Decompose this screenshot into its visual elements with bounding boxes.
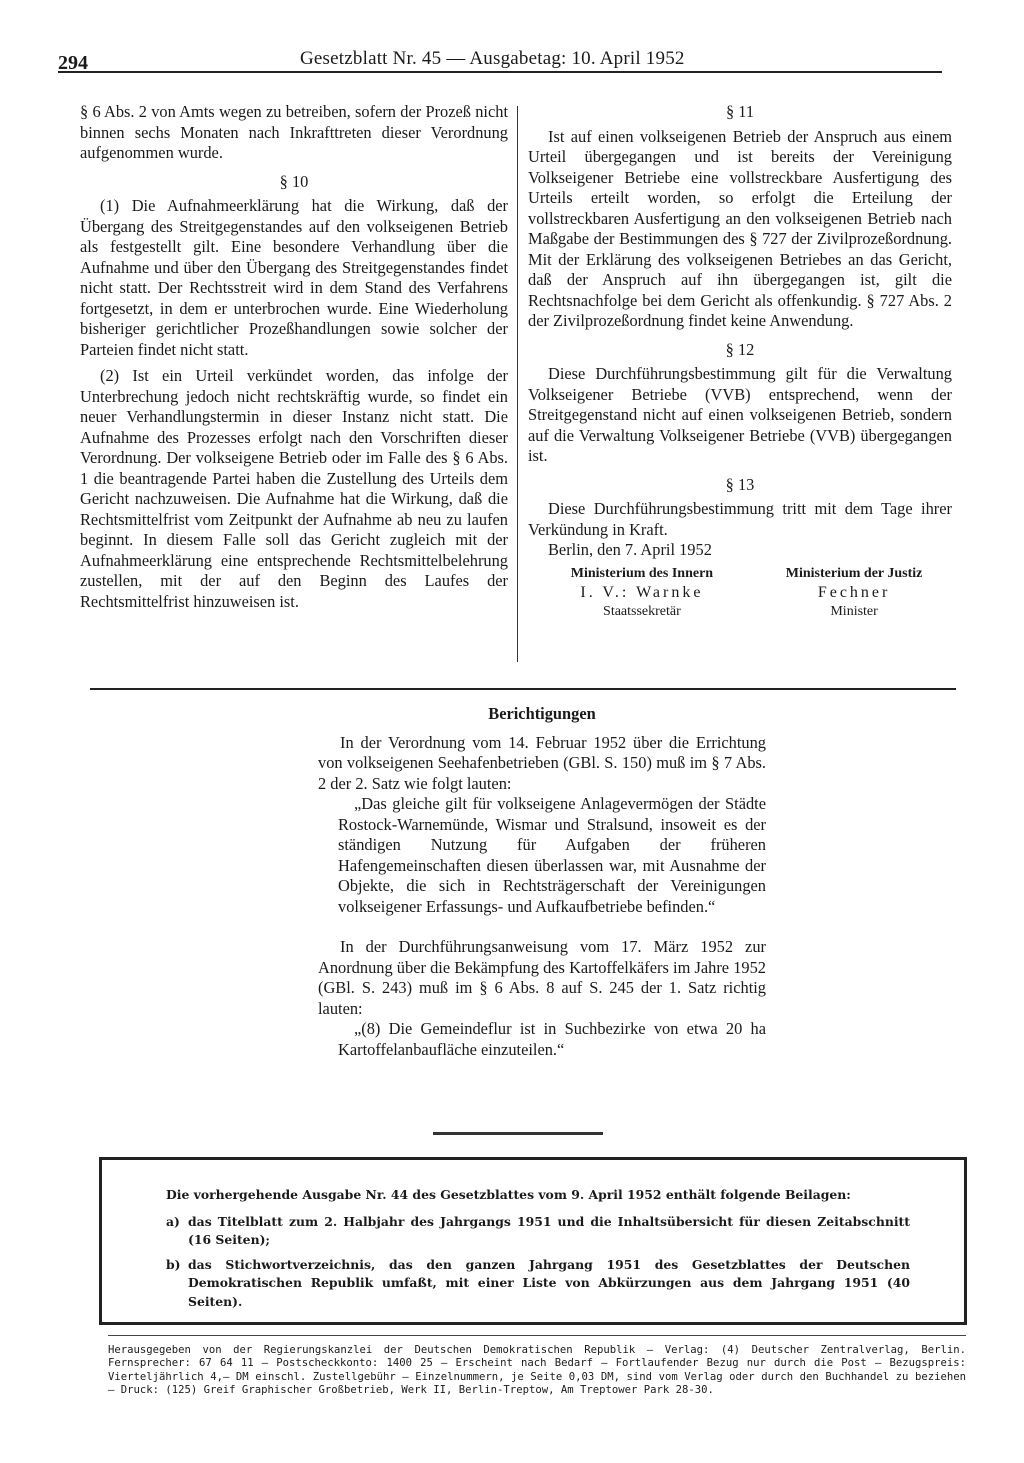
date-line: Berlin, den 7. April 1952 <box>548 540 712 559</box>
section-13-heading: § 13 <box>725 474 755 494</box>
correction-1-quote-block <box>318 794 766 917</box>
corrections-heading: Berichtigungen <box>488 704 596 723</box>
signature-ministry: Ministerium des Innern <box>570 565 714 581</box>
signature-name: I. V.: Warnke <box>580 583 704 601</box>
signature-justice <box>756 565 952 621</box>
section-11-heading: § 11 <box>725 102 755 121</box>
correction-1-intro: In der Verordnung vom 14. Februar 1952 über die Errichtung von volkseigenen Seehafenbetrieben (GBl. S. 150) muß im § 7 Abs. 2 der 2. Satz wie folgt lauten: <box>318 732 766 793</box>
continuation-paragraph: § 6 Abs. 2 von Amts wegen zu betreiben, sofern der Prozeß nicht binnen sechs Monaten nach Inkrafttreten dieser Verordnung aufgenommen wurde. <box>80 102 508 162</box>
notice-item <box>166 1213 910 1250</box>
signature-block <box>528 565 952 621</box>
section-12-text: Diese Durchführungsbestimmung gilt für die Verwaltung Volkseigener Betriebe (VVB) entsprechend, wenn der Streitgegenstand nicht auf einen volkseigenen Betrieb, sondern auf die Verwaltung Volkseigener Betriebe (VVB) übergegangen ist. <box>528 364 952 465</box>
left-column <box>80 102 508 612</box>
section-13-text: Diese Durchführungsbestimmung tritt mit dem Tage ihrer Verkündung in Kraft. <box>528 499 952 539</box>
correction-2-quote: „(8) Die Gemeindeflur ist in Suchbezirke von etwa 20 ha Kartoffelanbaufläche einzuteilen.“ <box>338 1019 766 1059</box>
corrections-end-rule <box>433 1132 603 1135</box>
signature-rank: Staatssekretär <box>603 603 681 619</box>
page-title: Gesetzblatt Nr. 45 — Ausgabetag: 10. April 1952 <box>300 48 685 69</box>
section-10-paragraph-2: (2) Ist ein Urteil verkündet worden, das infolge der Unterbrechung jedoch nicht rechtskräftig wurde, so findet ein neuer Verhandlungstermin in dieser Instanz nicht statt. Die Aufnahme des Prozesses erfolgt nach den Vorschriften dieser Verordnung. Der volkseigene Betrieb oder im Falle des § 6 Abs. 1 die beantragende Partei haben die Zustellung des Urteils dem Gericht nachzuweisen. Die Aufnahme hat die Wirkung, daß die Rechtsmittelfrist vom Zeitpunkt der Aufnahme ab neu zu laufen beginnt. In diesem Falle soll das Gericht zugleich mit der Aufnahmeerklärung eine entsprechende Rechtsmittelbelehrung zustellen, mit der auf den Beginn des Laufes der Rechtsmittelfrist hinzuweisen ist. <box>80 366 508 611</box>
section-10-heading: § 10 <box>279 171 309 191</box>
signature-rank: Minister <box>830 603 878 619</box>
imprint: Herausgegeben von der Regierungskanzlei der Deutschen Demokratischen Republik — Verlag: (4) Deutscher Zentralverlag, Berlin. Fernsprecher: 67 64 11 — Postscheckkonto: 1400 25 — Erscheint nach Bedarf — Fortlaufender Bezug nur durch die Post — Bezugspreis: Vierteljährlich 4,— DM einschl. Zustellgebühr — Einzelnummern, je Seite 0,03 DM, sind vom Verlag oder durch den Buchhandel zu beziehen — Druck: (125) Greif Graphischer Großbetrieb, Werk II, Berlin-Treptow, Am Treptower Park 28-30. <box>108 1344 966 1396</box>
notice-item-label: a) <box>166 1213 180 1229</box>
notice-intro: Die vorhergehende Ausgabe Nr. 44 des Gesetzblattes vom 9. April 1952 enthält folgende Beilagen: <box>166 1187 851 1202</box>
page-number: 294 <box>58 52 88 74</box>
notice-item-label: b) <box>166 1256 181 1272</box>
header-rule <box>58 71 942 73</box>
signature-interior <box>544 565 740 621</box>
section-10-paragraph-1: (1) Die Aufnahmeerklärung hat die Wirkung, daß der Übergang des Streitgegenstandes auf den volkseigenen Betrieb als festgestellt gilt. Eine besondere Verhandlung über die Aufnahme und über den Übergang des Streitgegenstandes findet nicht statt. Der Rechtsstreit wird in dem Stand des Verfahrens fortgesetzt, in dem er unterbrochen wurde. Eine Wiederholung bisheriger gerichtlicher Prozeßhandlungen sowie solcher der Parteien findet nicht statt. <box>80 196 508 359</box>
correction-2-intro: In der Durchführungsanweisung vom 17. März 1952 zur Anordnung über die Bekämpfung des Kartoffelkäfers im Jahre 1952 (GBl. S. 243) muß im § 6 Abs. 8 auf S. 245 der 1. Satz richtig lauten: <box>318 937 766 1018</box>
notice-item-text: das Titelblatt zum 2. Halbjahr des Jahrgangs 1951 und die Inhaltsübersicht für diesen Zeitabschnitt (16 Seiten); <box>188 1213 910 1247</box>
notice-content <box>166 1186 910 1317</box>
imprint-rule <box>108 1335 966 1336</box>
right-column <box>528 102 952 621</box>
signature-ministry: Ministerium der Justiz <box>785 565 923 581</box>
correction-1-quote: „Das gleiche gilt für volkseigene Anlagevermögen der Städte Rostock-Warnemünde, Wismar und Stralsund, insoweit es der ständigen Nutzung für Aufgaben der früheren Hafengemeinschaften diesen überlassen war, mit Ausnahme der Objekte, die sich in Rechtsträgerschaft der Vereinigungen volkseigener Erfassungs- und Aufkaufbetriebe befinden.“ <box>338 794 766 916</box>
section-11-text: Ist auf einen volkseigenen Betrieb der Anspruch aus einem Urteil übergegangen und ist bereits der Vereinigung Volkseigener Betriebe eine vollstreckbare Ausfertigung des Urteils erteilt worden, so erfolgt die Erteilung der vollstreckbaren Ausfertigung an den volkseigenen Betrieb nach Maßgabe der Bestimmungen des § 727 der Zivilprozeßordnung. Mit der Erklärung des volkseigenen Betriebes an das Gericht, daß der Anspruch auf ihn übergegangen ist, gilt die Rechtsnachfolge bei dem Gericht als offenkundig. § 727 Abs. 2 der Zivilprozeßordnung findet keine Anwendung. <box>528 126 952 330</box>
correction-2-quote-block <box>318 1019 766 1060</box>
section-divider <box>90 688 956 690</box>
corrections-section <box>318 704 766 1060</box>
notice-item-text: das Stichwortverzeichnis, das den ganzen Jahrgang 1951 des Gesetzblattes der Deutschen Demokratischen Republik umfaßt, mit einer Liste von Abkürzungen aus dem Jahrgang 1951 (40 Seiten). <box>188 1256 910 1309</box>
column-separator <box>517 106 518 662</box>
notice-item <box>166 1256 910 1312</box>
signature-name: Fechner <box>817 583 891 601</box>
section-12-heading: § 12 <box>725 339 755 359</box>
notice-box <box>99 1157 967 1325</box>
